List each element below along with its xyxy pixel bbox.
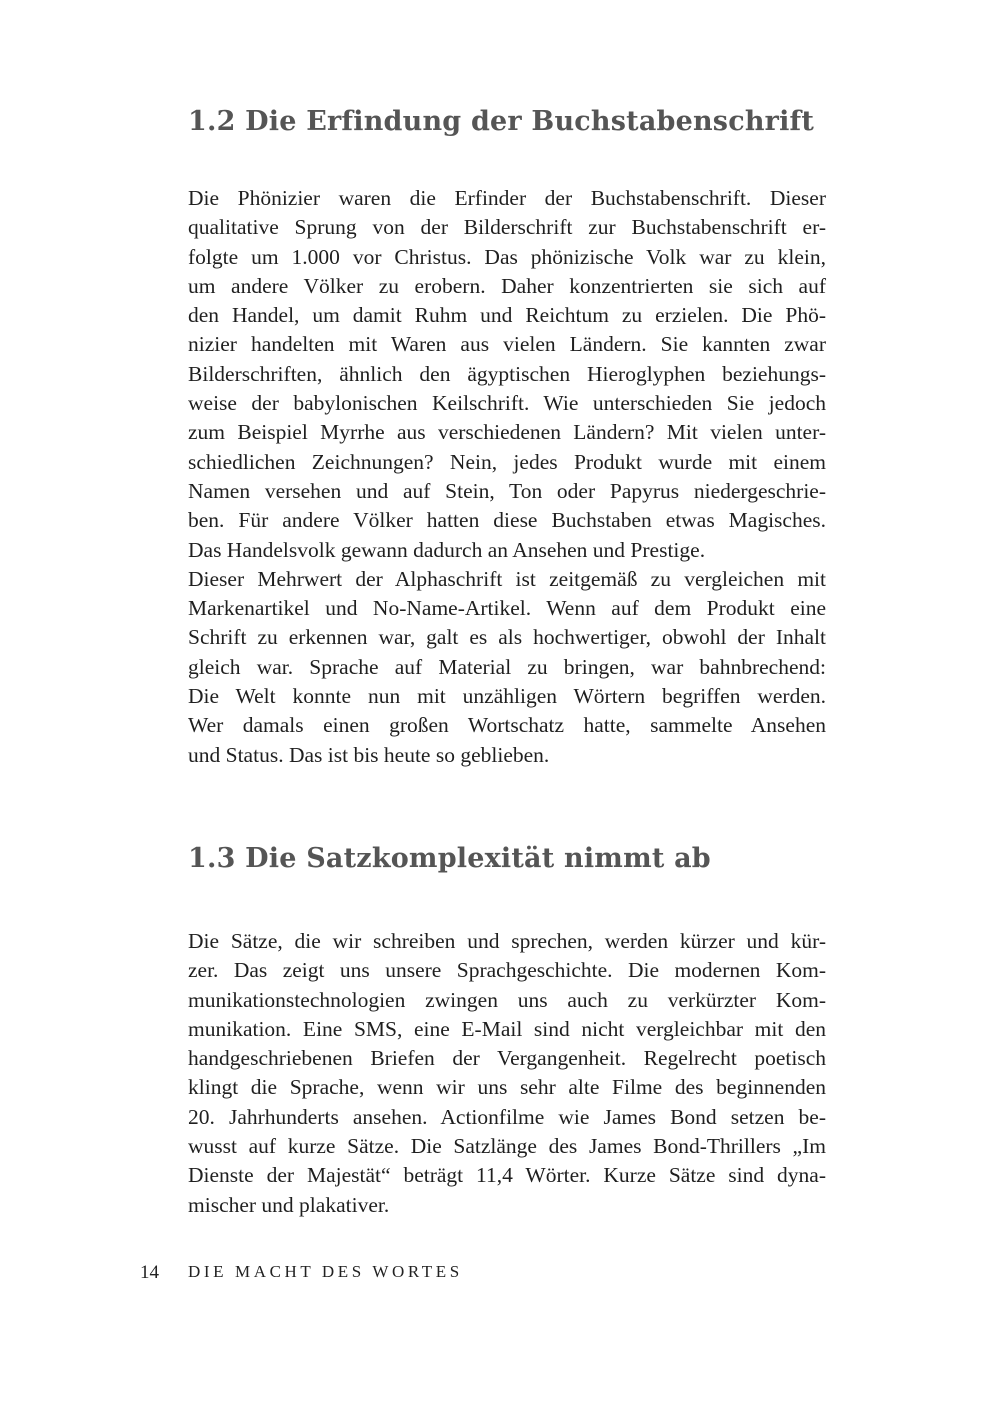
paragraph-line: 20. Jahrhunderts ansehen. Actionfilme wie James Bond setzen be- [188, 1104, 826, 1129]
page-number: 14 [140, 1262, 159, 1283]
paragraph-line: um andere Völker zu erobern. Daher konzentrierten sie sich auf [188, 273, 826, 298]
paragraph-line: Das Handelsvolk gewann dadurch an Ansehen und Prestige. [188, 537, 706, 562]
paragraph-line: Dieser Mehrwert der Alphaschrift ist zeitgemäß zu vergleichen mit [188, 566, 826, 591]
paragraph-line: nizier handelten mit Waren aus vielen Ländern. Sie kannten zwar [188, 332, 826, 357]
paragraph-line: weise der babylonischen Keilschrift. Wie unterschieden Sie jedoch [188, 391, 826, 416]
paragraph-line: Namen versehen und auf Stein, Ton oder Papyrus niedergeschrie- [188, 478, 826, 503]
paragraph-line: Die Welt konnte nun mit unzähligen Wörtern begriffen werden. [188, 684, 826, 709]
paragraph-line: Schrift zu erkennen war, galt es als hochwertiger, obwohl der Inhalt [188, 625, 826, 650]
paragraph-line: mischer und plakativer. [188, 1192, 390, 1217]
paragraph-line: wusst auf kurze Sätze. Die Satzlänge des James Bond-Thrillers „Im [188, 1134, 826, 1159]
paragraph-line: Wer damals einen großen Wortschatz hatte, sammelte Ansehen [188, 713, 826, 738]
section-1-3-body [188, 927, 826, 1220]
section-1-2-body [188, 184, 826, 770]
running-title: DIE MACHT DES WORTES [188, 1262, 463, 1281]
paragraph-line: ben. Für andere Völker hatten diese Buchstaben etwas Magisches. [188, 508, 826, 533]
paragraph-line: folgte um 1.000 vor Christus. Das phönizische Volk war zu klein, [188, 244, 826, 269]
paragraph-line: und Status. Das ist bis heute so geblieben. [188, 742, 550, 767]
paragraph-line: Markenartikel und No-Name-Artikel. Wenn auf dem Produkt eine [188, 596, 826, 621]
paragraph-line: zum Beispiel Myrrhe aus verschiedenen Ländern? Mit vielen unter- [188, 420, 826, 445]
paragraph-line: munikation. Eine SMS, eine E-Mail sind nicht vergleichbar mit den [188, 1016, 826, 1041]
paragraph-line: munikationstechnologien zwingen uns auch zu verkürzter Kom- [188, 987, 826, 1012]
paragraph-line: den Handel, um damit Ruhm und Reichtum zu erzielen. Die Phö- [188, 303, 826, 328]
paragraph-line: gleich war. Sprache auf Material zu bringen, war bahnbrechend: [188, 654, 826, 679]
paragraph-line: Dienste der Majestät“ beträgt 11,4 Wörter. Kurze Sätze sind dyna- [188, 1163, 826, 1188]
paragraph-line: handgeschriebenen Briefen der Vergangenheit. Regelrecht poetisch [188, 1046, 826, 1071]
paragraph-line: Die Phönizier waren die Erfinder der Buchstabenschrift. Dieser [188, 186, 826, 210]
paragraph-line: klingt die Sprache, wenn wir uns sehr alte Filme des beginnenden [188, 1075, 826, 1100]
paragraph-line: Die Sätze, die wir schreiben und sprechen, werden kürzer und kür- [188, 929, 826, 953]
paragraph-line: Bilderschriften, ähnlich den ägyptischen Hieroglyphen beziehungs- [188, 361, 826, 386]
section-heading-1-3: 1.3 Die Satzkomplexität nimmt ab [188, 843, 711, 874]
paragraph-line: schiedlichen Zeichnungen? Nein, jedes Produkt wurde mit einem [188, 449, 826, 474]
paragraph-line: zer. Das zeigt uns unsere Sprachgeschichte. Die modernen Kom- [188, 958, 826, 983]
paragraph-line: qualitative Sprung von der Bilderschrift zur Buchstabenschrift er- [188, 215, 826, 240]
section-heading-1-2: 1.2 Die Erfindung der Buchstabenschrift [188, 106, 815, 137]
